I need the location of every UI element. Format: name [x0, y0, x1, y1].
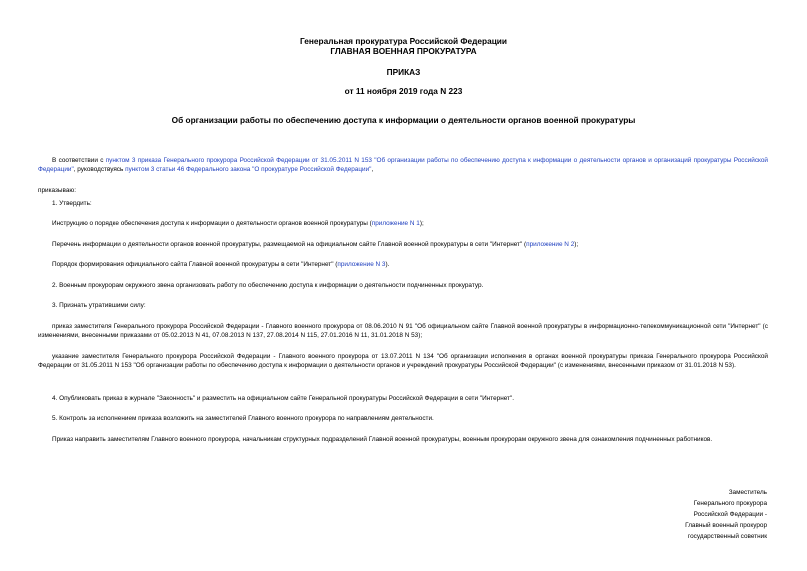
- document-type: ПРИКАЗ: [386, 67, 421, 77]
- item-1a: [38, 219, 768, 228]
- document-title: Об организации работы по обеспечению доступа к информации о деятельности органов военной прокуратуры: [171, 115, 636, 125]
- signature-line: государственный советник: [687, 533, 767, 540]
- item-4: 4. Опубликовать приказ в журнале "Законность" и разместить на официальном сайте Генеральной прокуратуры Российской Федерации в сети "Интернет".: [52, 395, 515, 402]
- signature-block: [685, 487, 767, 542]
- document-date: от 11 ноября 2019 года N 223: [344, 86, 463, 96]
- item-1a-end: );: [419, 220, 424, 227]
- signature-line: Генерального прокурора: [693, 500, 767, 507]
- item-1c-text: Порядок формирования официального сайта Главной военной прокуратуры в сети "Интернет" (: [52, 261, 338, 268]
- paragraph-preamble: [38, 156, 768, 174]
- order-word: приказываю:: [38, 187, 76, 194]
- item-1b: [38, 240, 768, 249]
- item-5: 5. Контроль за исполнением приказа возложить на заместителей Главного военного прокурора по направлениям деятельности.: [52, 415, 434, 422]
- link-appendix-3[interactable]: приложение N 3: [337, 261, 386, 268]
- item-3: 3. Признать утратившими силу:: [52, 302, 146, 309]
- preamble-text-1: В соответствии с: [52, 157, 106, 164]
- link-appendix-2[interactable]: приложение N 2: [526, 241, 575, 248]
- item-1b-text: Перечень информации о деятельности органов военной прокуратуры, размещаемой на официальном сайте Главной военной прокуратуры в сети "Интернет" (: [52, 241, 527, 248]
- item-1b-end: );: [574, 241, 579, 248]
- item-1: 1. Утвердить:: [52, 200, 92, 207]
- preamble-text-3: ,: [371, 166, 374, 173]
- link-order-153[interactable]: пунктом 3 приказа Генерального прокурора Российской Федерации от 31.05.2011 N 153 "Об организации работы по обеспечению доступа к информации о деятельности органов и организаций прокуратуры Российской Федерации": [38, 157, 769, 173]
- signature-line: Заместитель: [728, 489, 767, 496]
- item-6: Приказ направить заместителям Главного военного прокурора, начальникам структурных подразделений Главной военной прокуратуры, военным прокурорам окружного звена для ознакомления подчиненных работников.: [52, 436, 713, 443]
- header-agency: Генеральная прокуратура Российской Федерации: [299, 36, 507, 46]
- signature-line: Главный военный прокурор: [685, 522, 767, 529]
- item-3a: приказ заместителя Генерального прокурора Российской Федерации - Главного военного прокурора от 08.06.2010 N 91 "Об официальном сайте Главной военной прокуратуры в информационно-телекоммуникационной сети "Интернет" (с изменениями, внесенными приказами от 05.02.2013 N 41, 07.08.2013 N 137, 27.08.2014 N 115, 27.01.2016 N 11, 31.01.2018 N 53);: [38, 323, 768, 339]
- header-department: ГЛАВНАЯ ВОЕННАЯ ПРОКУРАТУРА: [330, 46, 477, 56]
- item-1c: [38, 260, 768, 269]
- item-1a-text: Инструкцию о порядке обеспечения доступа к информации о деятельности органов военной прокуратуры (: [52, 220, 372, 227]
- link-federal-law[interactable]: пунктом 3 статьи 46 Федерального закона "О прокуратуре Российской Федерации": [125, 166, 372, 173]
- item-1c-end: ).: [385, 261, 390, 268]
- item-3b: указание заместителя Генерального прокурора Российской Федерации - Главного военного прокурора от 13.07.2011 N 134 "Об организации исполнения в органах военной прокуратуры приказа Генерального прокурора Российской Федерации от 31.05.2011 N 153 "Об организации работы по обеспечению доступа к информации о деятельности органов и учреждений прокуратуры Российской Федерации" (с изменениями, внесенными приказом от 31.01.2018 N 53).: [38, 353, 768, 369]
- link-appendix-1[interactable]: приложение N 1: [371, 220, 420, 227]
- preamble-text-2: , руководствуясь: [73, 166, 126, 173]
- item-2: 2. Военным прокурорам окружного звена организовать работу по обеспечению доступа к информации о деятельности подчиненных прокуратур.: [52, 282, 484, 289]
- signature-line: Российской Федерации -: [693, 511, 767, 518]
